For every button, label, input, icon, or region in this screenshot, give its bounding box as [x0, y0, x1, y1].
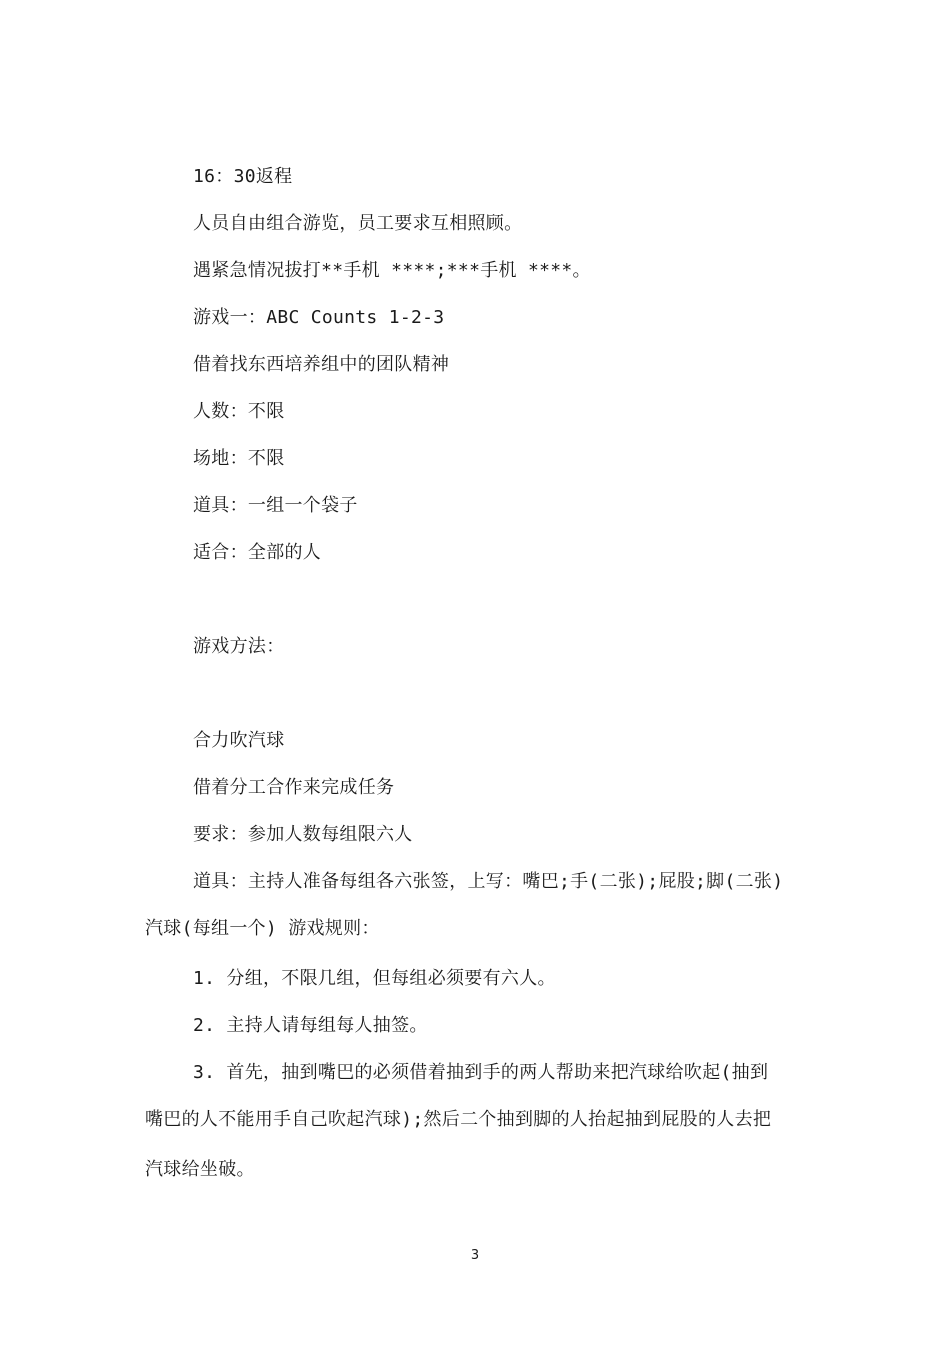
- text-line-rule-3: 3. 首先，抽到嘴巴的必须借着抽到手的两人帮助来把汽球给吹起(抽到: [193, 1062, 769, 1083]
- text-line-game-two-props: 道具：主持人准备每组各六张签，上写：嘴巴;手(二张);屁股;脚(二张): [193, 871, 784, 892]
- text-line-game-one-suitable: 适合：全部的人: [193, 542, 322, 563]
- text-line-return-time: 16：30返程: [193, 166, 293, 187]
- text-line-rule-3-cont: 嘴巴的人不能用手自己吹起汽球);然后二个抽到脚的人抬起抽到屁股的人去把: [145, 1109, 772, 1130]
- text-line-game-one-players: 人数：不限: [193, 401, 285, 422]
- text-line-rule-1: 1. 分组，不限几组，但每组必须要有六人。: [193, 968, 556, 989]
- text-line-rule-3-end: 汽球给坐破。: [145, 1159, 255, 1180]
- text-line-game-two-requirement: 要求：参加人数每组限六人: [193, 824, 413, 845]
- text-line-emergency-contact: 遇紧急情况拔打**手机 ****;***手机 ****。: [193, 260, 591, 281]
- text-line-game-one-title: 游戏一：ABC Counts 1-2-3: [193, 307, 445, 328]
- text-line-game-one-venue: 场地：不限: [193, 448, 285, 469]
- text-line-game-two-purpose: 借着分工合作来完成任务: [193, 777, 395, 798]
- page-number: 3: [470, 1248, 480, 1263]
- text-line-game-two-title: 合力吹汽球: [193, 730, 285, 751]
- text-line-game-two-props-cont: 汽球(每组一个) 游戏规则：: [145, 918, 380, 939]
- text-line-game-method: 游戏方法：: [193, 636, 285, 657]
- text-line-game-one-purpose: 借着找东西培养组中的团队精神: [193, 354, 450, 375]
- text-line-free-tour: 人员自由组合游览，员工要求互相照顾。: [193, 213, 523, 234]
- text-line-game-one-props: 道具：一组一个袋子: [193, 495, 358, 516]
- text-line-rule-2: 2. 主持人请每组每人抽签。: [193, 1015, 428, 1036]
